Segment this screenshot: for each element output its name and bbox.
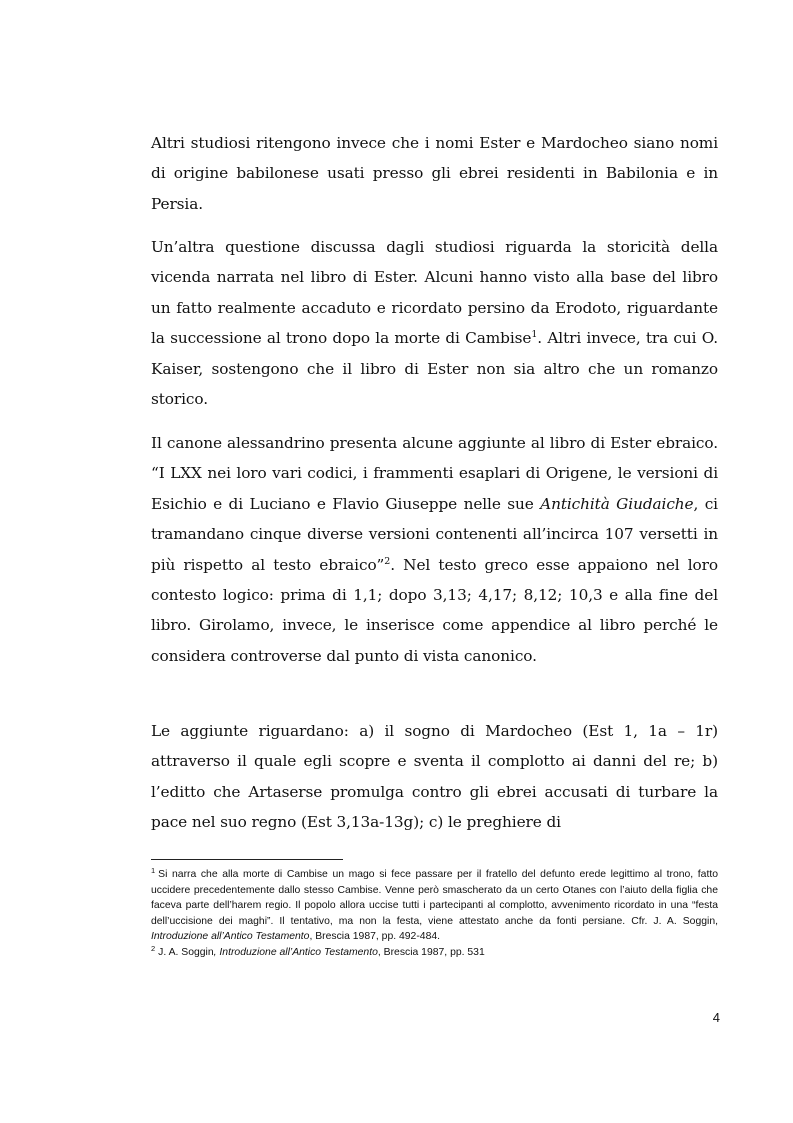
paragraph-3-text-c: . Nel testo greco esse appaiono nel loro contesto logico: prima di 1,1; dopo 3,13; 4,17; 8,12; 10,3 e alla fine del libro. Girolamo, invece, le inserisce come appendice al libro perché le considera controverse dal punto di vista canonico. bbox=[151, 555, 718, 665]
footnote-1 bbox=[151, 867, 718, 945]
footnote-2-text-a: J. A. Soggin bbox=[158, 946, 214, 958]
footnote-2-italic-title: , Introduzione all’Antico Testamento bbox=[213, 946, 378, 958]
paragraph-2-text-b: . Altri invece, tra cui O. Kaiser, sostengono che il libro di Ester non sia altro che un romanzo storico. bbox=[151, 329, 719, 409]
paragraph-3-italic-title: Antichità Giudaiche bbox=[540, 494, 694, 513]
page-number: 4 bbox=[712, 1010, 720, 1025]
footnote-1-mark: 1 bbox=[151, 866, 156, 875]
paragraph-3-text-a: Il canone alessandrino presenta alcune aggiunte al libro di Ester ebraico. “I LXX nei loro vari codici, i frammenti esaplari di Origene, le versioni di Esichio e di Luciano e Flavio Giuseppe nelle sue bbox=[151, 434, 718, 513]
footnote-1-text-b: , Brescia 1987, pp. 492-484. bbox=[309, 931, 441, 943]
footnotes bbox=[151, 867, 718, 961]
paragraph-2-text-a: Un’altra questione discussa dagli studiosi riguarda la storicità della vicenda narrata nel libro di Ester. Alcuni hanno visto alla base del libro un fatto realmente accaduto e ricordato persino da Erodoto, riguardante la successione al trono dopo la morte di Cambise bbox=[151, 238, 718, 348]
paragraph-2 bbox=[151, 232, 718, 414]
paragraph-3-text-b: , ci tramandano cinque diverse versioni contenenti all’incirca 107 versetti in più rispetto al testo ebraico” bbox=[151, 494, 718, 574]
footnote-ref-2[interactable]: 2 bbox=[384, 555, 391, 567]
paragraph-4 bbox=[151, 716, 718, 838]
paragraph-4-text: Le aggiunte riguardano: a) il sogno di Mardocheo (Est 1, 1a – 1r) attraverso il quale egli scopre e sventa il complotto ai danni del re; b) l’editto che Artaserse promulga contro gli ebrei accusati di turbare la pace nel suo regno (Est 3,13a-13g); c) le preghiere di bbox=[151, 722, 718, 832]
paragraph-3 bbox=[151, 428, 718, 671]
paragraph-1 bbox=[151, 128, 718, 219]
paragraph-1-text: Altri studiosi ritengono invece che i nomi Ester e Mardocheo siano nomi di origine babilonese usati presso gli ebrei residenti in Babilonia e in Persia. bbox=[151, 134, 718, 213]
footnote-2-mark: 2 bbox=[151, 943, 156, 953]
footnote-1-italic-title: Introduzione all’Antico Testamento bbox=[151, 931, 310, 943]
footnote-ref-1[interactable]: 1 bbox=[531, 329, 538, 341]
footnote-2 bbox=[151, 945, 718, 961]
footnote-separator bbox=[151, 859, 343, 860]
footnote-1-text-a: Si narra che alla morte di Cambise un mago si fece passare per il fratello del defunto erede legittimo al trono, fatto uccidere precedentemente dallo stesso Cambise. Venne però smascherato da un certo Otanes con l’aiuto della figlia che faceva parte dell’harem regio. Il popolo allora uccise tutti i partecipanti al complotto, avvenimento ricordato in una “festa dell’uccisione dei maghi”. Il tentativo, ma non la festa, viene attestato anche da fonti persiane. Cfr. J. A. Soggin, bbox=[151, 869, 718, 927]
footnote-2-text-b: , Brescia 1987, pp. 531 bbox=[377, 946, 485, 958]
